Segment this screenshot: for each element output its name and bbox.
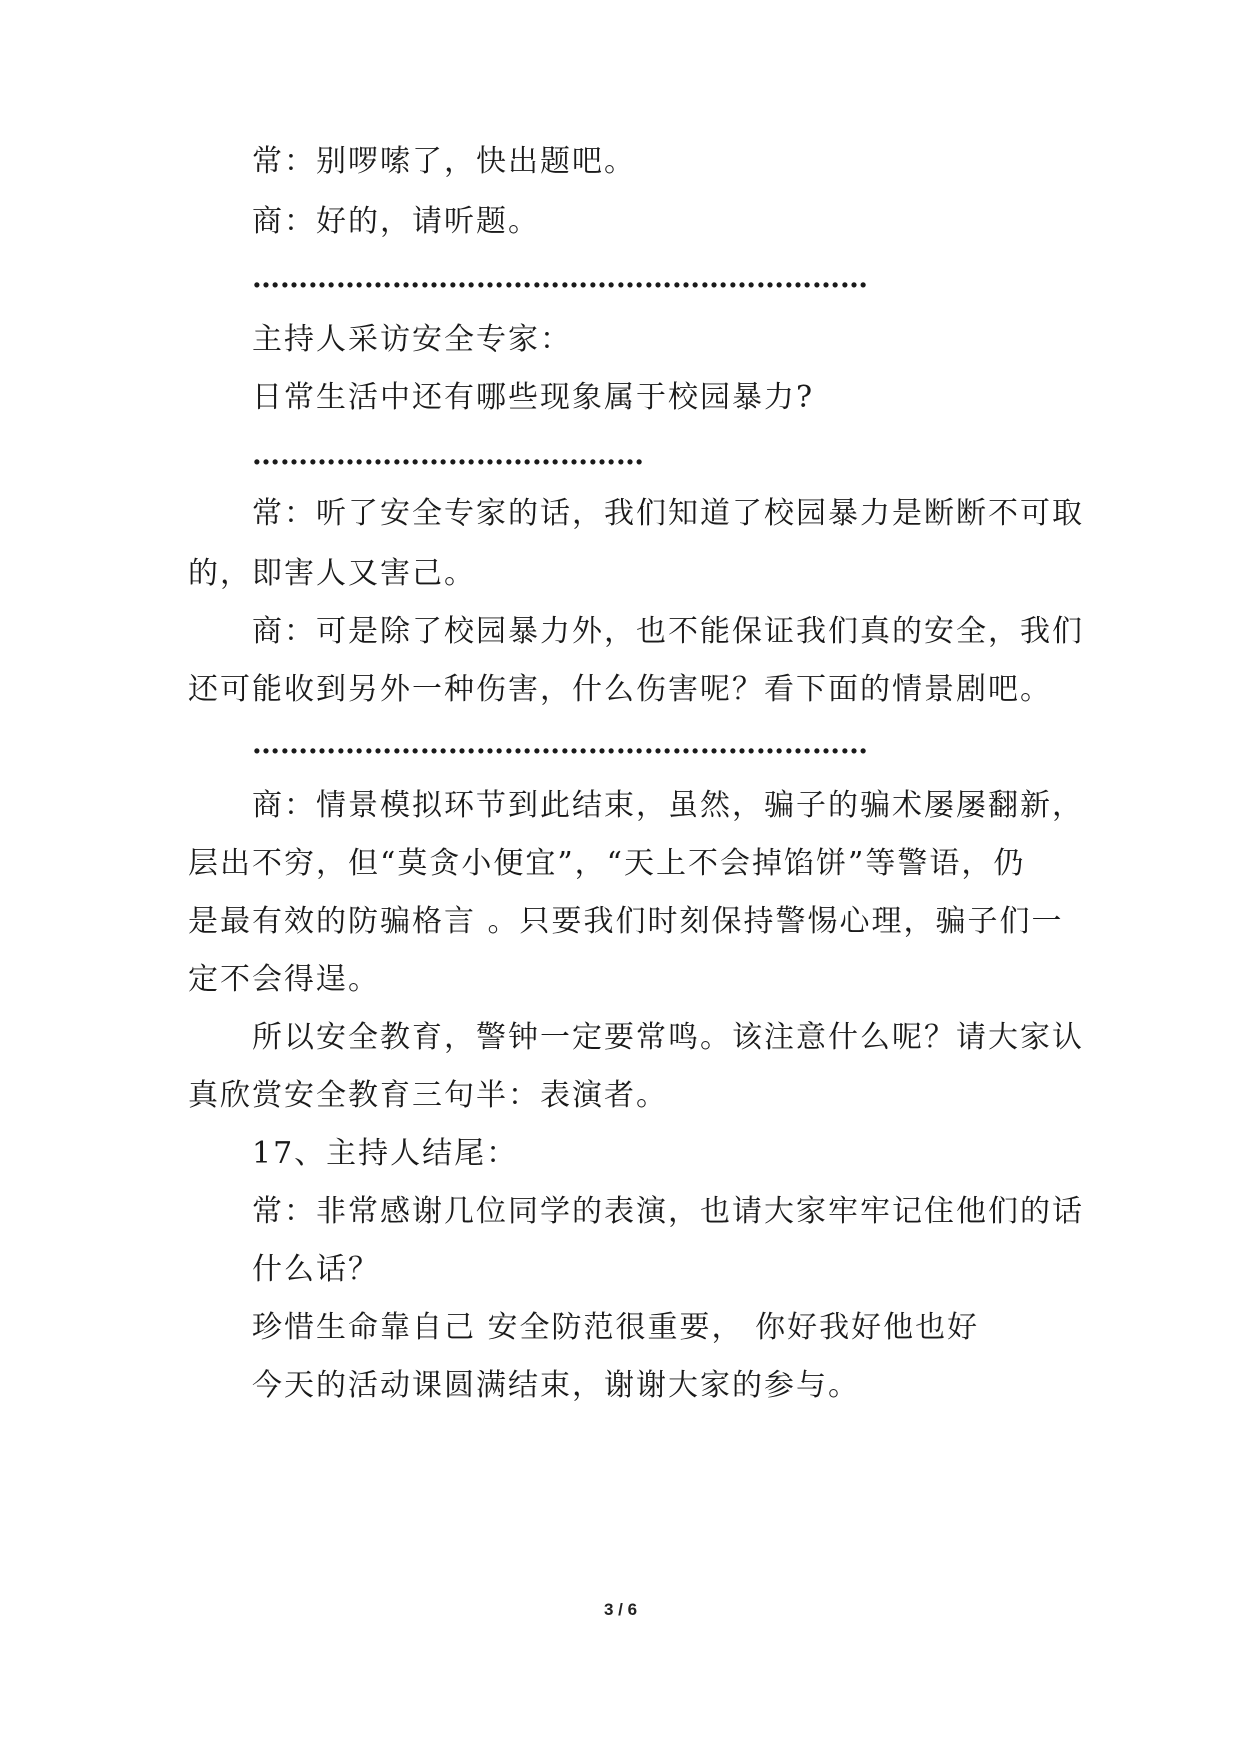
section-heading-closing: 17、主持人结尾： [252, 1136, 519, 1171]
paragraph-safety-education: 所以安全教育，警钟一定要常鸣。该注意什么呢？请大家认 [252, 1020, 1084, 1055]
dialogue-line-2: 商：好的，请听题。 [252, 204, 540, 239]
interview-question: 日常生活中还有哪些现象属于校园暴力? [252, 380, 815, 415]
closing-line: 今天的活动课圆满结束，谢谢大家的参与。 [252, 1368, 860, 1403]
dialogue-line-3: 常：听了安全专家的话，我们知道了校园暴力是断断不可取 [252, 496, 1084, 531]
ellipsis-separator-2: …………………………………… [252, 438, 644, 471]
dialogue-line-7: 什么话？ [252, 1252, 380, 1287]
dialogue-line-4-cont: 还可能收到另外一种伤害，什么伤害呢？看下面的情景剧吧。 [188, 672, 1052, 707]
slogan-line: 珍惜生命靠自己 安全防范很重要， 你好我好他也好 [252, 1310, 980, 1345]
ellipsis-separator-3: ………………………………………………………… [252, 727, 868, 760]
dialogue-line-5-cont-2: 是最有效的防骗格言 。只要我们时刻保持警惕心理，骗子们一 [188, 904, 1064, 939]
host-interview-heading: 主持人采访安全专家： [252, 322, 572, 357]
dialogue-line-5-cont-1: 层出不穷，但“莫贪小便宜”，“天上不会掉馅饼”等警语，仍 [188, 846, 1026, 881]
page-number: 3 / 6 [603, 1600, 638, 1619]
ellipsis-separator-1: ………………………………………………………… [252, 261, 868, 294]
dialogue-line-1: 常：别啰嗦了，快出题吧。 [252, 144, 636, 179]
dialogue-line-5: 商：情景模拟环节到此结束，虽然，骗子的骗术屡屡翻新， [252, 788, 1084, 823]
dialogue-line-6: 常：非常感谢几位同学的表演，也请大家牢牢记住他们的话 [252, 1194, 1084, 1229]
dialogue-line-4: 商：可是除了校园暴力外，也不能保证我们真的安全，我们 [252, 614, 1084, 649]
paragraph-safety-education-cont: 真欣赏安全教育三句半：表演者。 [188, 1078, 668, 1113]
dialogue-line-3-cont: 的，即害人又害己。 [188, 556, 476, 591]
dialogue-line-5-cont-3: 定不会得逞。 [188, 962, 380, 997]
